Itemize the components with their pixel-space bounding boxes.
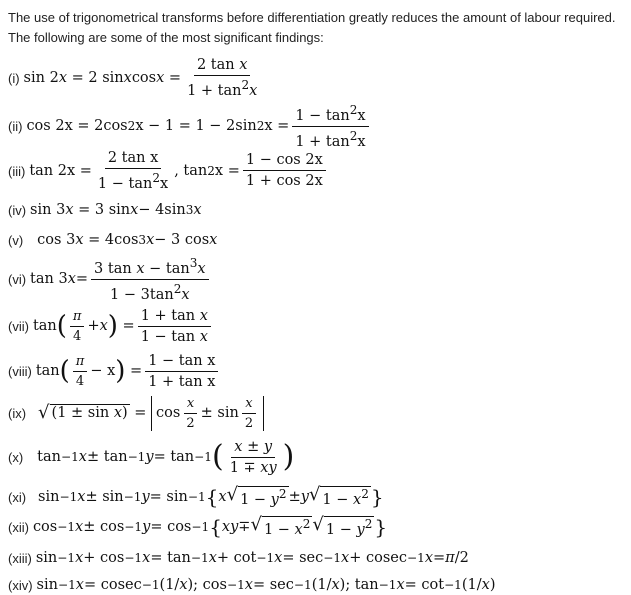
formula-ii: cos 2x = 2cos 2 x − 1 = 1 − 2sin 2 x = $\frac{1 - \tan^2x}{1 + \tan^2x}$ (26, 103, 371, 150)
formula-row-viii (8, 350, 627, 392)
formula-label: (iii) (8, 163, 26, 179)
formula-iii: tan 2x = $\frac{\text{2 tan x}}{1 - \tan^2x}$ , tan 2 x = $\frac{1 - \cos 2x}{1 + \cos 2x}$ (29, 150, 328, 192)
intro-line-1: The use of trigonometrical transforms before differentiation greatly reduces the amount of labour required. (8, 10, 616, 25)
formula-label: (xiii) (8, 550, 32, 566)
formula-i: sin 2 x = 2 sin x cos x = $\frac{\text{2 tan x}}{1 + \tan^2x}$ (23, 57, 258, 99)
formula-label: (vii) (8, 318, 29, 334)
formula-xiv: sin −1 x = cosec −1 (1/ x ); cos −1 x = sec −1 (1/ x ); tan −1 x = cot −1 (1/ x ) (36, 577, 496, 593)
formula-label: (vi) (8, 271, 27, 287)
formula-row-xi (8, 484, 627, 510)
formula-label: (ix) (8, 405, 27, 421)
formula-xi: sin −1 x ± sin −1 y = sin −1 { x √ $1 - y^2$ ± y √ $1 - x^2$ } (38, 484, 384, 509)
formula-vi: tan 3 x = $\frac{3 \tan x - \tan^3x}{1 - 3\tan^2x}$ (30, 256, 212, 303)
formula-label: (xii) (8, 519, 29, 535)
formula-label: (xi) (8, 489, 27, 505)
formula-ix: √ (1 ± sin x) = cos $\frac{x}{2}$ ± sin $\frac{x}{2}$ (38, 396, 264, 431)
formula-row-ix (8, 395, 627, 431)
formula-xiii: sin −1 x + cos −1 x = tan −1 x + cot −1 x = sec −1 x + cosec −1 x = π /2 (35, 550, 469, 566)
formula-label: (v) (8, 232, 24, 248)
formula-label: (i) (8, 70, 20, 86)
formula-row-ii (8, 102, 627, 150)
formula-row-xiv (8, 575, 627, 595)
formula-viii: tan ( $\frac{\pi}{4}$ − x ) = $\frac{\text{1 − tan x}}{\text{1 + tan x}}$ (36, 353, 222, 390)
formula-row-xii (8, 514, 627, 540)
formula-xii: cos −1 x ± cos −1 y = cos −1 { xy ∓ √ $1 - x^2$ √ $1 - y^2$ } (32, 514, 388, 539)
formula-label: (viii) (8, 363, 32, 379)
formula-label: (xiv) (8, 577, 33, 593)
formula-row-xiii (8, 546, 627, 570)
intro-line-2: The following are some of the most significant findings: (8, 30, 324, 45)
formula-row-i (8, 58, 627, 98)
formula-row-iv (8, 198, 627, 222)
formula-x: tan −1 x ± tan −1 y = tan −1 ( $\frac{x \pm y}{1 \mp xy}$ ) (37, 438, 295, 476)
formula-row-v (8, 228, 627, 252)
formula-row-vii (8, 305, 627, 347)
formula-row-vi (8, 255, 627, 303)
formula-label: (x) (8, 449, 24, 465)
formula-row-x (8, 436, 627, 478)
formula-label: (iv) (8, 202, 27, 218)
formula-label: (ii) (8, 118, 23, 134)
formula-v: cos 3 x = 4cos 3 x − 3 cos x (37, 232, 218, 248)
formula-row-iii (8, 150, 627, 192)
intro-paragraph (8, 8, 628, 48)
formula-vii: tan ( $\frac{\pi}{4}$ + x ) = $\frac{\text{1 + tan x}}{\text{1 − tan x}}$ (33, 308, 214, 345)
formula-iv: sin 3 x = 3 sin x − 4sin 3 x (30, 202, 202, 218)
